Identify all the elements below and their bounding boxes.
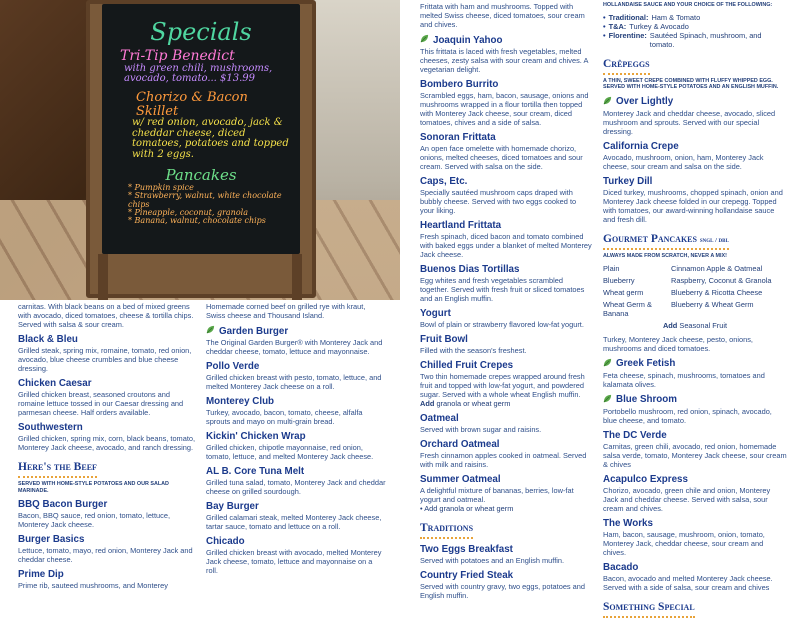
- menu-item-description: Filled with the season's freshest.: [420, 346, 527, 356]
- menu-item-name: Garden Burger: [219, 325, 289, 337]
- menu-item-title: [603, 430, 787, 442]
- omelet-intro: Turkey, Monterey Jack cheese, pesto, onions, mushrooms and diced tomatoes.: [603, 334, 753, 353]
- menu-item-title: [420, 360, 592, 372]
- menu-item: [603, 562, 787, 592]
- middle-column: [206, 302, 386, 575]
- menu-item-title: [420, 308, 592, 320]
- menu-item-title: [420, 474, 592, 486]
- menu-item: [420, 570, 592, 600]
- menu-item-description: Ham, bacon, sausage, mushroom, onion, tomato, Monterey Jack, cheddar cheese, sour cream and chives.: [603, 529, 765, 557]
- chalk-pancake-3: * Pineapple, coconut, granola: [128, 208, 248, 218]
- menu-item-name: Kickin' Chicken Wrap: [206, 431, 306, 443]
- left-intro: carnitas. With black beans on a bed of mixed greens with avocado, diced tomatoes, cheese & tortilla chips. Served with salsa & sour cream.: [18, 302, 194, 330]
- menu-item-title: [206, 361, 386, 373]
- menu-item-description: Grilled chicken breast with pesto, tomato, lettuce, and melted Monterey Jack cheese on a roll.: [206, 373, 382, 392]
- menu-item-title: [603, 141, 787, 153]
- menu-item-description: Chorizo, avocado, green chile and onion, Monterey Jack and cheddar cheese. Served with salsa, sour cream and chives.: [603, 485, 771, 513]
- menu-item-name: The Works: [603, 517, 653, 529]
- menu-item-description: The Original Garden Burger® with Monterey Jack and cheddar cheese, tomato, lettuce and mayonnaise.: [206, 338, 383, 357]
- menu-item-name: Burger Basics: [18, 534, 85, 546]
- menu-item: [420, 264, 592, 303]
- menu-item: [603, 394, 787, 425]
- pancake-flavor: Blueberry & Ricotta Cheese: [671, 287, 763, 297]
- vegetarian-leaf-icon: [206, 325, 215, 338]
- menu-item-name: Joaquin Yahoo: [433, 34, 503, 46]
- menu-item-title: [206, 536, 386, 548]
- menu-item-title: [420, 439, 592, 451]
- menu-item-description: Served with potatoes and an English muffin.: [420, 556, 565, 566]
- menu-item: [18, 569, 196, 590]
- menu-item-name: Monterey Club: [206, 396, 275, 408]
- menu-item-title: [603, 96, 787, 109]
- chalk-item1-name: Tri-Tip Benedict: [120, 48, 235, 65]
- menu-item-title: [420, 34, 592, 47]
- menu-item-name: Yogurt: [420, 308, 451, 320]
- menu-item-title: [420, 220, 592, 232]
- pancake-flavor: Blueberry: [603, 275, 635, 285]
- menu-item: [206, 396, 386, 426]
- menu-item: [206, 501, 386, 531]
- menu-item: [18, 378, 196, 417]
- menu-item-description: Served with country gravy, two eggs, potatoes and English muffin.: [420, 582, 586, 601]
- menu-item: [420, 34, 592, 74]
- menu-item-name: Bacado: [603, 561, 639, 573]
- pancakes-title: Gourmet Pancakes: [603, 233, 697, 246]
- chalk-pancake-1: * Pumpkin spice: [128, 182, 194, 192]
- pancake-flavor: Blueberry & Wheat Germ: [671, 299, 754, 309]
- pancake-flavor: Plain: [603, 263, 620, 273]
- menu-item: [420, 334, 592, 355]
- benedict-option-text: Turkey & Avocado: [629, 21, 689, 31]
- menu-item-name: Southwestern: [18, 422, 83, 434]
- menu-item-name: Black & Bleu: [18, 334, 78, 346]
- menu-item: [206, 431, 386, 461]
- menu-item-title: [420, 79, 592, 91]
- section-crepeggs-sub: A THIN, SWEET CREPE COMBINED WITH FLUFFY WHIPPED EGG. SERVED WITH HOME-STYLE POTATOES AND AN ENGLISH MUFFIN.: [603, 77, 779, 91]
- menu-item-title: [18, 534, 196, 546]
- menu-item-title: [18, 334, 196, 346]
- menu-item-title: [603, 358, 787, 371]
- section-crepeggs: Crêpeggs: [603, 57, 650, 75]
- benedict-option: [603, 22, 787, 31]
- pancake-flavor: Cinnamon Apple & Oatmeal: [671, 263, 763, 273]
- chalkboard: [102, 4, 300, 254]
- menu-item-description: Portobello mushroom, red onion, spinach, avocado, blue cheese, and tomato.: [603, 406, 772, 425]
- menu-item-name: BBQ Bacon Burger: [18, 499, 108, 511]
- menu-item: [603, 358, 787, 389]
- right-b-column: [603, 2, 787, 618]
- menu-item-name: California Crepe: [603, 140, 679, 152]
- section-something-special: Something Special: [603, 600, 695, 618]
- menu-item: [420, 360, 592, 408]
- menu-item: [420, 544, 592, 565]
- menu-item: [420, 79, 592, 127]
- benedict-top-text: HOLLANDAISE SAUCE AND YOUR CHOICE OF THE FOLLOWING:: [603, 2, 773, 8]
- chalk-pancakes-header: Pancakes: [165, 166, 237, 185]
- menu-item: [420, 176, 592, 215]
- chalk-item2-name: Chorizo & Bacon Skillet: [136, 89, 248, 119]
- menu-item-name: Blue Shroom: [616, 394, 677, 406]
- benedict-option-label: T&A:: [608, 21, 627, 31]
- menu-item: [420, 413, 592, 434]
- benedict-option-text: Sautéed Spinach, mushroom, and tomato.: [649, 30, 762, 49]
- menu-item-name: Chicken Caesar: [18, 378, 92, 390]
- menu-item-name: Orchard Oatmeal: [420, 439, 500, 451]
- menu-item-description: Grilled calamari steak, melted Monterey Jack cheese, tartar sauce, tomato and lettuce on a roll.: [206, 513, 382, 532]
- menu-item-description: Fresh cinnamon apples cooked in oatmeal. Served with milk and raisins.: [420, 451, 587, 470]
- menu-item-description: Prime rib, sauteed mushrooms, and Monterey: [18, 581, 168, 591]
- menu-item-name: Acapulco Express: [603, 473, 688, 485]
- menu-item-title: [18, 569, 196, 581]
- menu-item-description: Two thin homemade crepes wrapped around fresh fruit and topped with low-fat yogurt, and powdered sugar. Served with a whole wheat English muffin.: [420, 372, 585, 400]
- menu-item-title: [18, 378, 196, 390]
- menu-item-name: Greek Fetish: [616, 358, 676, 370]
- menu-item-description: Scrambled eggs, ham, bacon, sausage, onions and mushrooms wrapped in a flour tortilla then topped with Monterey Jack cheese, sour cream, diced tomatoes, chives and a side of salsa.: [420, 91, 589, 128]
- menu-item-name: Chicado: [206, 536, 245, 548]
- left-column: [18, 302, 196, 590]
- menu-item-description: An open face omelette with homemade chorizo, onions, melted cheeses, diced tomatoes and sour cream. Served with salsa on the side.: [420, 144, 583, 172]
- mid-intro: Homemade corned beef on grilled rye with kraut, Swiss cheese and Thousand Island.: [206, 302, 366, 321]
- menu-item-description: Fresh spinach, diced bacon and tomato combined with baked eggs under a blanket of melted Monterey Jack cheese.: [420, 232, 592, 260]
- right-a-column: [420, 2, 592, 600]
- menu-item-name: Buenos Dias Tortillas: [420, 264, 520, 276]
- chalk-item1-desc: with green chili, mushrooms, avocado, tomato... $13.99: [124, 62, 273, 85]
- chalkboard-photo: [0, 0, 400, 300]
- section-heres-the-beef: Here's the Beef: [18, 460, 97, 478]
- vegetarian-leaf-icon: [603, 96, 612, 109]
- menu-item-title: [603, 518, 787, 530]
- menu-item-name: Bay Burger: [206, 501, 259, 513]
- menu-item-description: Grilled chicken breast with avocado, melted Monterey Jack cheese, tomato, lettuce and mayonnaise on a roll.: [206, 548, 382, 576]
- menu-item-name: Pollo Verde: [206, 361, 260, 373]
- menu-item-title: [603, 562, 787, 574]
- menu-item: [420, 439, 592, 469]
- menu-item-description: Feta cheese, spinach, mushrooms, tomatoes and kalamata olives.: [603, 370, 765, 389]
- add-text: granola or wheat germ: [436, 399, 511, 409]
- menu-item-name: Two Eggs Breakfast: [420, 544, 513, 556]
- menu-item-description: This frittata is laced with fresh vegetables, melted cheeses, zesty salsa with sour cream and chives. A vegetarian delight.: [420, 47, 589, 75]
- menu-item: [18, 334, 196, 373]
- menu-item: [420, 132, 592, 171]
- menu-item-title: [420, 264, 592, 276]
- chalkboard-title: Specials: [150, 18, 252, 46]
- chalkboard-leg-left: [98, 254, 108, 300]
- add-label: Add: [420, 399, 435, 409]
- benedict-option: [603, 13, 787, 22]
- menu-item: [420, 308, 592, 329]
- menu-item-description: Egg whites and fresh vegetables scrambled together. Served with fresh fruit or sliced tomatoes and an English muffin.: [420, 276, 585, 304]
- bullet-dot-icon: •: [603, 21, 606, 31]
- chalk-pancake-2: * Strawberry, walnut, white chocolate chips: [128, 191, 282, 209]
- menu-item-name: Bombero Burrito: [420, 79, 499, 91]
- menu-item-name: Chilled Fruit Crepes: [420, 360, 514, 372]
- menu-item-description: Bacon, avocado and melted Monterey Jack cheese. Served with a side of salsa, sour cream and chives: [603, 573, 773, 592]
- menu-item: [18, 534, 196, 564]
- menu-item-title: [206, 501, 386, 513]
- menu-item: [420, 220, 592, 259]
- menu-item-title: [603, 474, 787, 486]
- menu-item: [603, 518, 787, 557]
- menu-item-title: [603, 394, 787, 407]
- menu-item: [420, 474, 592, 513]
- menu-item-name: Fruit Bowl: [420, 334, 468, 346]
- menu-item: [603, 430, 787, 469]
- bullet-dot-icon: •: [603, 30, 606, 40]
- benedict-option: [603, 31, 787, 49]
- menu-item: [206, 325, 386, 356]
- menu-item-description: Lettuce, tomato, mayo, red onion, Monterey Jack and cheddar cheese.: [18, 546, 193, 565]
- benedict-option-text: Ham & Tomato: [651, 12, 701, 22]
- menu-item-title: [420, 176, 592, 188]
- benedict-option-label: Florentine:: [608, 30, 647, 40]
- pancakes-add-text: Seasonal Fruit: [679, 320, 728, 330]
- section-gourmet-pancakes: [603, 232, 729, 250]
- pancakes-sub: ALWAYS MADE FROM SCRATCH, NEVER A MIX!: [603, 253, 727, 260]
- menu-item-title: [420, 570, 592, 582]
- menu-item: [603, 176, 787, 224]
- menu-item-description: Grilled chicken breast, seasoned croutons and romaine lettuce tossed in our Caesar dressing and parmesan cheese. Half orders available.: [18, 390, 184, 418]
- menu-item-title: [18, 422, 196, 434]
- menu-item-title: [206, 431, 386, 443]
- pancakes-add-label: Add: [662, 320, 678, 330]
- menu-item-title: [18, 499, 196, 511]
- menu-item-description: Bacon, BBQ sauce, red onion, tomato, lettuce, Monterey Jack cheese.: [18, 511, 171, 530]
- menu-item-description: Bowl of plain or strawberry flavored low-fat yogurt.: [420, 320, 584, 330]
- menu-item-name: Over Lightly: [616, 96, 674, 108]
- pancake-grid: [603, 264, 787, 318]
- chalk-item2-desc: w/ red onion, avocado, jack & cheddar cheese, diced tomatoes, potatoes and topped with 2 eggs.: [132, 117, 289, 160]
- menu-item: [603, 474, 787, 513]
- section-traditions: Traditions: [420, 521, 473, 539]
- menu-item-title: [420, 413, 592, 425]
- menu-item: [206, 536, 386, 575]
- menu-item-description: Monterey Jack and cheddar cheese, avocado, sliced mushroom and sprouts. Served with our special dressing.: [603, 108, 776, 136]
- menu-item: [206, 466, 386, 496]
- vegetarian-leaf-icon: [603, 358, 612, 371]
- menu-item-description: Specially sautéed mushroom caps draped with bubbly cheese. Served with two eggs cooked to your liking.: [420, 188, 577, 216]
- menu-item-name: Oatmeal: [420, 413, 459, 425]
- menu-item-name: Prime Dip: [18, 569, 64, 581]
- menu-item-title: [603, 176, 787, 188]
- menu-item-title: [420, 132, 592, 144]
- chalk-pancake-4: * Banana, walnut, chocolate chips: [128, 216, 266, 226]
- vegetarian-leaf-icon: [603, 394, 612, 407]
- menu-item: [206, 361, 386, 391]
- vegetarian-leaf-icon: [420, 34, 429, 47]
- pancake-flavor: Wheat germ: [603, 287, 644, 297]
- menu-item-description: Grilled chicken, chipotle mayonnaise, red onion, tomato, lettuce, and melted Monterey Jack cheese.: [206, 443, 374, 462]
- bullet-dot-icon: •: [603, 12, 606, 22]
- menu-item-description: Grilled steak, spring mix, romaine, tomato, red onion, avocado, blue cheese crumbles and blue cheese dressing.: [18, 346, 192, 374]
- menu-item-name: AL B. Core Tuna Melt: [206, 466, 305, 478]
- menu-item-title: [420, 544, 592, 556]
- menu-item-description: A delightful mixture of bananas, berries, low-fat yogurt and oatmeal.: [420, 486, 574, 505]
- menu-item-title: [420, 334, 592, 346]
- menu-item-description: Diced turkey, mushrooms, chopped spinach, onion and Monterey Jack cheese folded in our crepegg. Topped with tomatoes, our award-winning hollandaise sauce and fresh dill.: [603, 187, 783, 224]
- menu-item-name: Country Fried Steak: [420, 570, 514, 582]
- menu-item: [603, 96, 787, 136]
- menu-item: [603, 141, 787, 171]
- menu-item-name: Summer Oatmeal: [420, 474, 501, 486]
- add-granola-note: [420, 399, 592, 408]
- menu-item-name: The DC Verde: [603, 429, 667, 441]
- menu-item-name: Caps, Etc.: [420, 176, 468, 188]
- menu-item-description: Grilled tuna salad, tomato, Monterey Jack and cheddar cheese on grilled sourdough.: [206, 478, 386, 497]
- menu-item-name: Heartland Frittata: [420, 220, 502, 232]
- menu-item-title: [206, 325, 386, 338]
- menu-item-name: Sonoran Frittata: [420, 132, 496, 144]
- menu-item-description: Grilled chicken, spring mix, corn, black beans, tomato, Monterey Jack cheese, avocado, and ranch dressing.: [18, 434, 196, 453]
- chalkboard-leg-right: [292, 254, 302, 300]
- menu-item-title: [206, 396, 386, 408]
- right-a-intro: Frittata with ham and mushrooms. Topped with melted Swiss cheese, diced tomatoes, sour cream and chives.: [420, 2, 585, 30]
- pancakes-add: [603, 321, 787, 330]
- add-granola-note-2: • Add granola or wheat germ: [420, 504, 514, 514]
- menu-item-title: [206, 466, 386, 478]
- pancake-flavor: Wheat Germ & Banana: [603, 299, 652, 318]
- menu-item: [18, 499, 196, 529]
- pancakes-size: sngl / dbl: [699, 237, 729, 245]
- menu-item-description: Served with brown sugar and raisins.: [420, 425, 542, 435]
- section-heres-the-beef-sub: SERVED WITH HOME-STYLE POTATOES AND OUR SALAD MARINADE.: [18, 481, 169, 494]
- benedict-option-label: Traditional:: [608, 12, 649, 22]
- pancake-flavor: Raspberry, Coconut & Granola: [671, 275, 772, 285]
- menu-item-name: Turkey Dill: [603, 175, 653, 187]
- menu-item-description: Turkey, avocado, bacon, tomato, cheese, alfalfa sprouts and mayo on multi-grain bread.: [206, 408, 363, 427]
- menu-item-description: Avocado, mushroom, onion, ham, Monterey Jack cheese, sour cream and salsa on the side.: [603, 152, 764, 171]
- menu-item-description: Carnitas, green chili, avocado, red onion, homemade salsa verde, tomato, Monterey Jack cheese, sour cream & chives: [603, 441, 787, 469]
- menu-item: [18, 422, 196, 452]
